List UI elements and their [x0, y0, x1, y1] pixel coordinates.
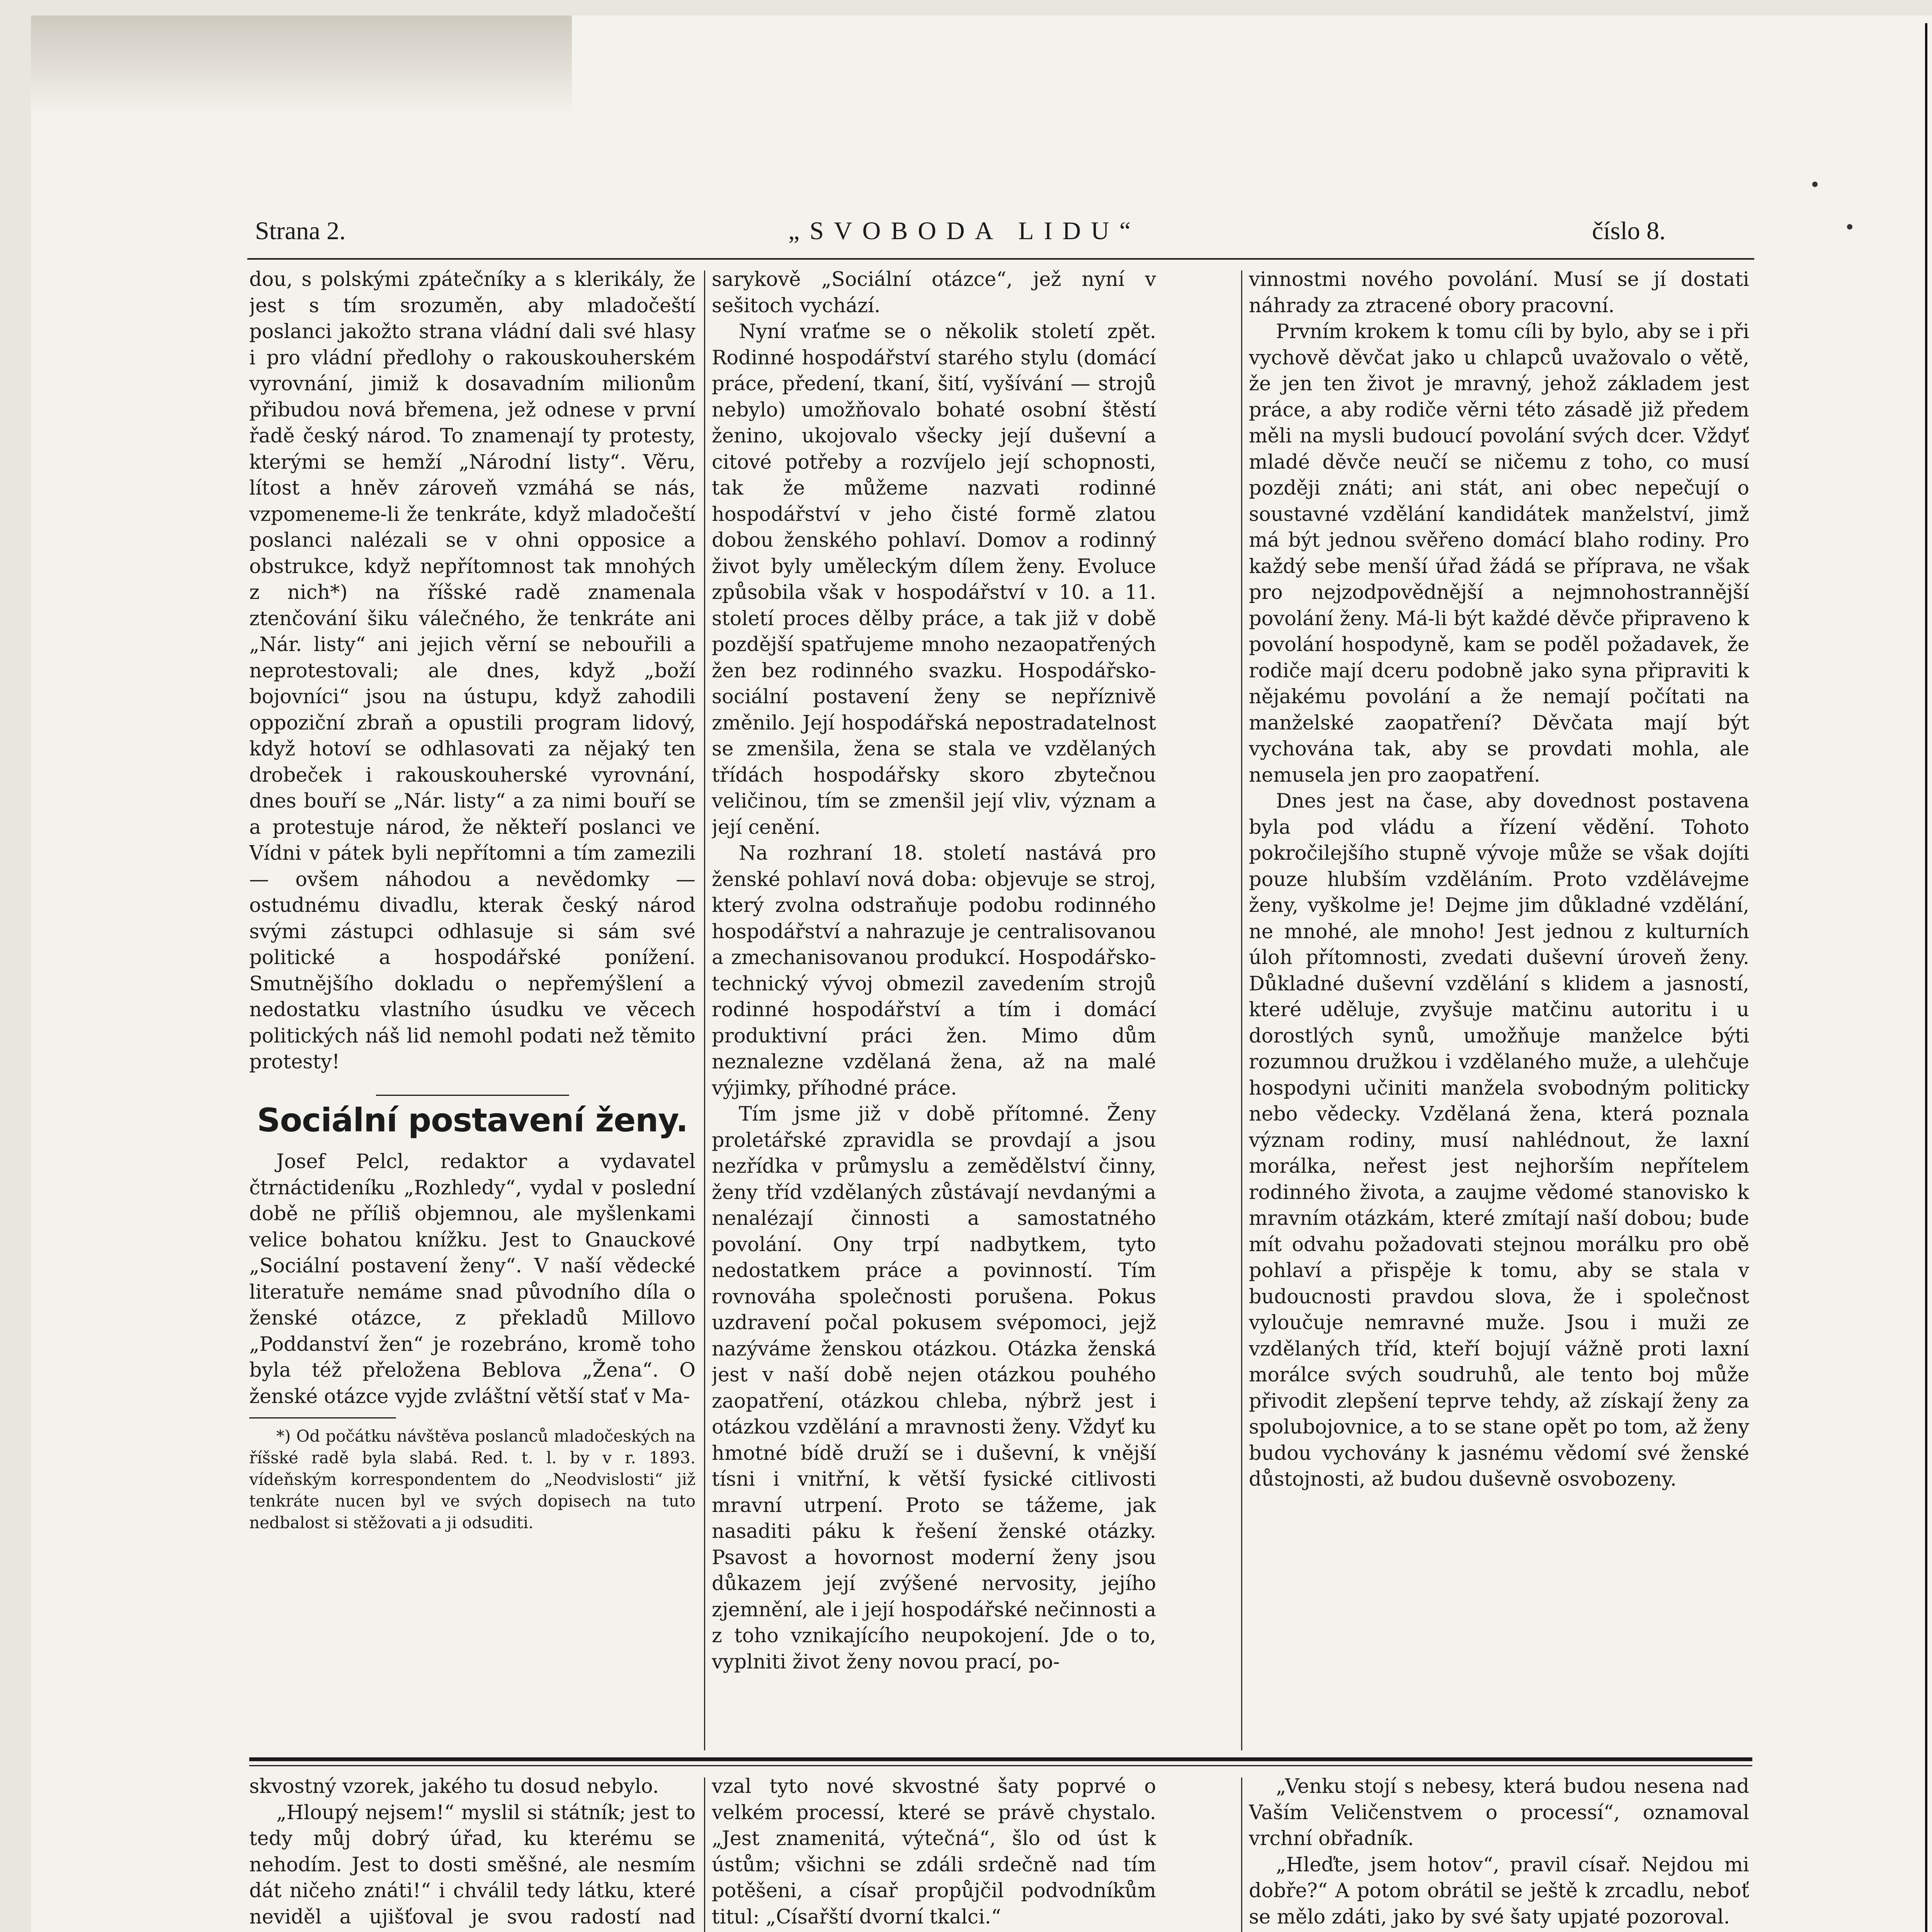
column-divider [704, 1777, 705, 1932]
article-paragraph: Nyní vraťme se o několik století zpět. Rodinné hospodářství starého stylu (domácí práce, předení, tkaní, šití, vyšívání — strojů nebylo) umožňovalo bohaté osobní štěstí ženino, ukojovalo všecky její duševní a citové potřeby a rozvíjelo její schopnosti, tak že můžeme nazvati rodinné hospodářství v jeho čisté formě zlatou dobou ženského pohlaví. Domov a rodinný život byly uměleckým dílem ženy. Evoluce způsobila však v hospodářství v 10. a 11. století proces dělby práce, a tak již v době pozdější spatřujeme mnoho nezaopatřených žen bez rodinného svazku. Hospodářsko-sociální postavení ženy se nepříznivě změnilo. Její hospodářská nepostradatelnost se zmenšila, žena se stala ve vzdělaných třídách hospodářsky skoro zbytečnou veličinou, tím se zmenšil její vliv, význam a její cenění. [712, 320, 1156, 839]
article-paragraph: Prvním krokem k tomu cíli by bylo, aby se i při vychově děvčat jako u chlapců uvažovalo o větě, že jen ten život je mravný, jehož základem jest práce, a aby rodiče věrni této zásadě již předem měli na mysli budoucí povolání svých dcer. Vždyť mladé děvče neučí se ničemu z toho, co musí později znáti; ani stát, ani obec nepečují o soustavné vzdělání kandidátek manželství, jimž má být jednou svěřeno domácí blaho rodiny. Pro každý sebe menší úřad žádá se příprava, ne však pro nejzodpovědnější a nejmnohostrannější povolání ženy. Má-li být každé děvče připraveno k povolání hospodyně, kam se poděl požadavek, že rodiče mají dceru podobně jako syna připraviti k nějakému povolání a že nemají počítati na manželské zaopatření? Děvčata mají být vychována tak, aby se provdati mohla, ale nemusela jen pro zaopatření. [1249, 320, 1749, 787]
article-paragraph: Dnes jest na čase, aby dovednost postavena byla pod vládu a řízení vědění. Tohoto pokročilejšího stupně vývoje může se však dojíti pouze hlubším vzděláním. Proto vzdělávejme ženy, vyškolme je! Dejme jim důkladné vzdělání, ne mnohé, ale mnoho! Jest jednou z kulturních úloh přítomnosti, zvedati duševní úroveň ženy. Důkladné duševní vzdělání s klidem a jasností, které uděluje, zvyšuje matčinu autoritu i u dorostlých synů, umožňuje manželce býti rozumnou družkou i vzdělaného muže, a ulehčuje hospodyni učiniti manžela svobodným politicky nebo vědecky. Vzdělaná žena, která poznala význam rodiny, musí nahlédnout, že laxní morálka, neřest jest nejhorším nepřítelem rodinného života, a zaujme vědomé stanovisko k mravním otázkám, které zmítají naší dobou; bude mít odvahu požadovati stejnou morálku pro obě pohlaví a přispěje k tomu, aby se stala v budoucnosti pravdou slova, že i společnost vyloučuje nemravné muže. Jsou i muži ze vzdělaných tříd, kteří bojují vážně proti laxní morálce svých soudruhů, ale tento boj může přivodit zlepšení teprve tehdy, až získají ženy za spolubojovnice, a to se stane opět po tom, až ženy budou vychovány k jasnému vědomí své ženské důstojnosti, až budou duševně osvobozeny. [1249, 790, 1749, 1491]
article-protests [249, 267, 696, 1075]
column-divider [1241, 270, 1242, 1750]
footnote: *) Od počátku návštěva poslanců mladočeských na říšské radě byla slabá. Red. t. l. by v r. 1893. vídeňským korrespondentem do „Neodvislosti“ již tenkráte nucen byl ve svých dopisech na tuto nedbalost si stěžovati a ji odsuditi. [249, 1427, 696, 1532]
article-paragraph: Tím jsme již v době přítomné. Ženy proletářské zpravidla se provdají a jsou nezřídka v průmyslu a zemědělství činny, ženy tříd vzdělaných zůstávají nevdanými a nenalézají činnosti a samostatného povolání. Ony trpí nadbytkem, tyto nedostatkem práce a povinností. Tím rovnováha společnosti porušena. Pokus uzdravení počal pokusem svépomoci, jejž nazýváme ženskou otázkou. Otázka ženská jest v naší době nejen otázkou pouhého zaopatření, otázkou chleba, nýbrž jest i otázkou vzdělání a mravnosti ženy. Vždyť ku hmotné bídě druží se i duševní, k vnější tísni i vnitřní, k větší fysické citlivosti mravní utrpení. Proto se tážeme, jak nasaditi páku k řešení ženské otázky. Psavost a hovornost moderní ženy jsou důkazem její zvýšené nervosity, jejího zjemnění, ale i její hospodářské nečinnosti a z toho vznikajícího neupokojení. Jde o to, vyplniti život ženy novou prací, po- [712, 1103, 1156, 1673]
footnote-divider [249, 1417, 396, 1418]
scan-speck [1812, 182, 1818, 187]
story-paragraph: „Venku stojí s nebesy, která budou nesena nad Vaším Veličenstvem o processí“, oznamoval vrchní obřadník. [1249, 1775, 1749, 1850]
header-rule [247, 258, 1754, 260]
page-number: Strana 2. [255, 217, 346, 245]
story-paragraph: vzal tyto nové skvostné šaty poprvé o velkém processí, které se právě chystalo. „Jest znamenitá, výtečná“, šlo od úst k ústům; všichni se zdáli srdečně nad tím potěšeni, a císař propůjčil podvodníkům titul: „Císařští dvorní tkalci.“ [712, 1775, 1156, 1929]
story-paragraph: „Hleďte, jsem hotov“, pravil císař. Nejdou mi dobře?“ A potom obrátil se ještě k zrcadlu, neboť se mělo zdáti, jako by své šaty upjaté pozoroval. [1249, 1853, 1749, 1929]
page-fold [1925, 23, 1927, 1932]
article-paragraph: dou, s polskými zpátečníky a s klerikály, že jest s tím srozuměn, aby mladočeští poslanci jakožto strana vládní dali své hlasy i pro vládní předlohy o rakouskouherském vyrovnání, jimiž k dosavadním milionům přibudou nová břemena, jež odnese v první řadě český národ. To znamenají ty protesty, kterými se hemží „Národní listy“. Věru, lítost a hněv zároveň vzmáhá se nás, vzpomeneme-li že tenkráte, když mladočeští poslanci nalézali se v ohni opposice a obstrukce, když nepřítomnost tak mnohých z nich*) na říšské radě znamenala ztenčování šiku válečného, že tenkráte ani „Nár. listy“ ani jejich věrní se nebouřili a neprotestovali; ale dnes, když „boží bojovníci“ jsou na ústupu, když zahodili oppoziční zbraň a opustili program lidový, když hotoví se odhlasovati za nějaký ten drobeček i rakouskouherské vyrovnání, dnes bouří se „Nár. listy“ a za nimi bouří se a protestuje národ, že někteří poslanci ve Vídni v pátek byli nepřítomni a tím zamezili — ovšem náhodou a nevědomky — ostudnému divadlu, kterak český národ svými zástupci odhlasuje si sám své politické a hospodářské ponížení. Smutnějšího dokladu o nepřemýšlení a nedostatku vlastního úsudku ve věcech politických náš lid nemohl podati než těmito protesty! [249, 268, 696, 1073]
page-header [224, 216, 1754, 251]
article-title: Sociální postavení ženy. [257, 1101, 688, 1139]
column-divider [704, 270, 705, 1750]
feuilleton-rule-thin [249, 1765, 1752, 1766]
story-paragraph [1249, 1930, 1749, 1932]
newspaper-title: „SVOBODA LIDU“ [788, 217, 1141, 245]
article-paragraph: sarykově „Sociální otázce“, jež nyní v sešitoch vychází. [712, 268, 1156, 317]
scan-speck [1847, 224, 1852, 230]
feuilleton-column-3 [1249, 1774, 1749, 1932]
article-column-2 [712, 267, 1156, 1754]
column-divider [1241, 1777, 1242, 1932]
article-paragraph: Josef Pelcl, redaktor a vydavatel čtrnáctideníku „Rozhledy“, vydal v poslední době ne příliš objemnou, ale myšlenkami velice bohatou knížku. Jest to Gnauckové „Sociální postavení ženy“. V naší vědecké literatuře nemáme snad původního díla o ženské otázce, z překladů Millovo „Poddanství žen“ je rozebráno, kromě toho byla též přeložena Beblova „Žena“. O ženské otázce vyjde zvláštní větší stať v Ma- [249, 1150, 696, 1408]
story-paragraph [712, 1930, 1156, 1932]
article-column-1 [249, 267, 696, 1754]
feuilleton-column-1 [249, 1774, 696, 1932]
article-column-3 [1249, 267, 1749, 1754]
article-paragraph: Na rozhraní 18. století nastává pro ženské pohlaví nová doba: objevuje se stroj, který zvolna odstraňuje podobu rodinného hospodářství a nahrazuje je centralisovanou a zmechanisovanou produkcí. Hospodářsko-technický vývoj obmezil zavedením strojů rodinné hospodářství a tím i domácí produktivní práci žen. Mimo dům neznalezne vzdělaná žena, až na malé výjimky, příhodné práce. [712, 842, 1156, 1100]
story-paragraph: skvostný vzorek, jakého tu dosud nebylo. [249, 1775, 659, 1798]
article-paragraph: vinnostmi nového povolání. Musí se jí dostati náhrady za ztracené obory pracovní. [1249, 268, 1749, 317]
scan-smudge [31, 15, 572, 116]
feuilleton-rule [249, 1757, 1752, 1761]
issue-number: číslo 8. [1592, 217, 1666, 245]
story-paragraph: „Hloupý nejsem!“ myslil si státník; jest to tedy můj dobrý úřad, ku kterému se nehodím. Jest to dosti směšné, ale nesmím dát ničeho znáti!“ i chválil tedy látku, které neviděl a ujišťoval je svou radostí nad [249, 1801, 696, 1929]
feuilleton-column-2 [712, 1774, 1156, 1932]
article-divider [376, 1095, 569, 1096]
